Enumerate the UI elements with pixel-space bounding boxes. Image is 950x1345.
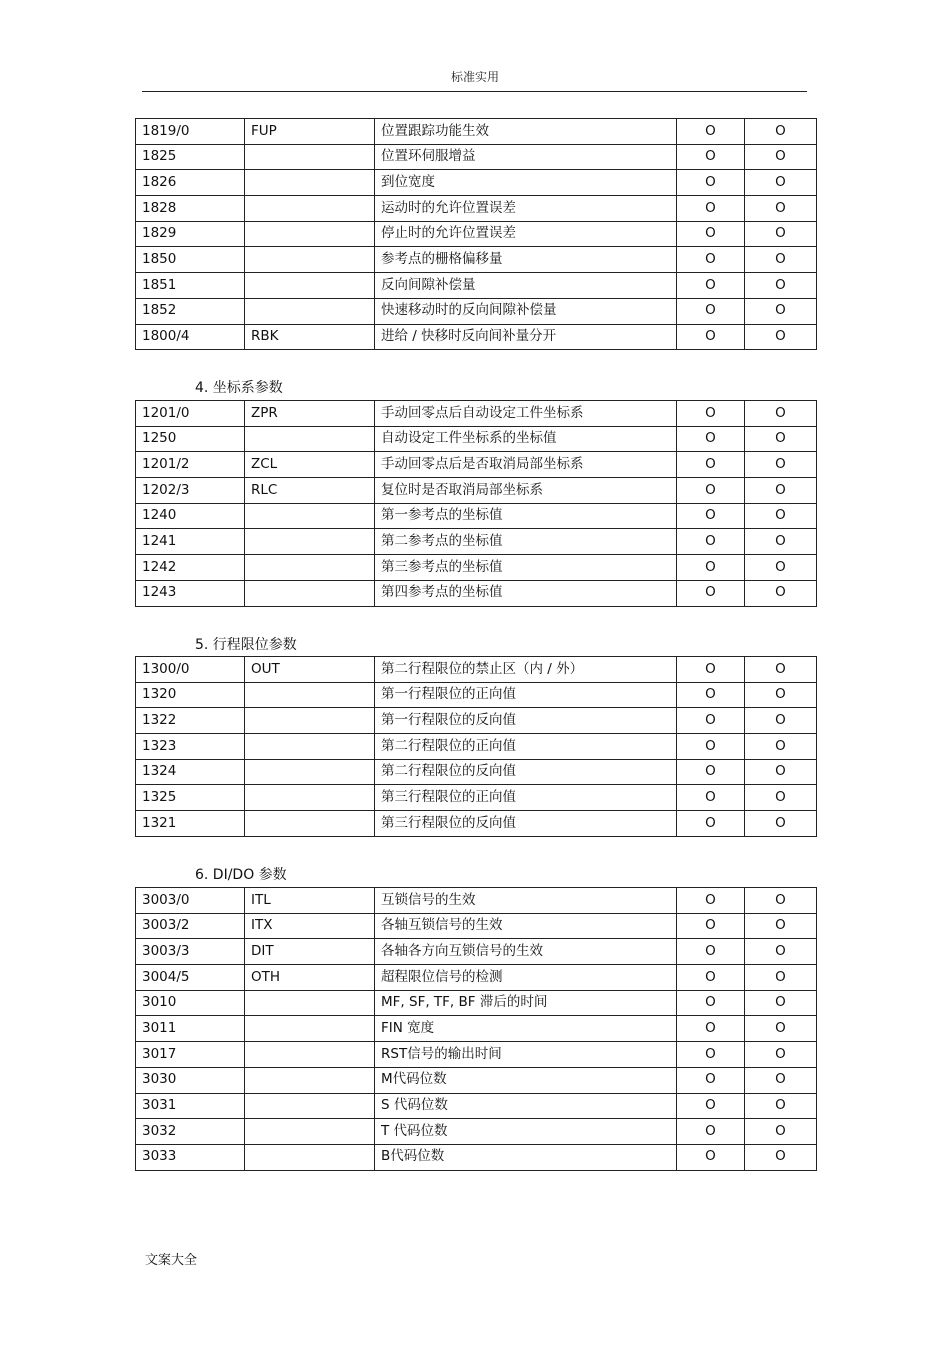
mark-col-2: O	[745, 811, 817, 837]
param-description: 到位宽度	[375, 170, 677, 196]
mark-col-1: O	[677, 144, 745, 170]
param-number: 3033	[136, 1144, 245, 1170]
mark-col-2: O	[745, 965, 817, 991]
mark-col-2: O	[745, 170, 817, 196]
param-description: 进给 / 快移时反向间补量分开	[375, 324, 677, 350]
mark-col-2: O	[745, 221, 817, 247]
mark-col-1: O	[677, 811, 745, 837]
mark-col-1: O	[677, 170, 745, 196]
mark-col-1: O	[677, 247, 745, 273]
param-symbol	[245, 196, 375, 222]
table-row	[136, 555, 817, 581]
param-symbol	[245, 529, 375, 555]
param-symbol	[245, 426, 375, 452]
table-row	[136, 785, 817, 811]
param-number: 1850	[136, 247, 245, 273]
mark-col-2: O	[745, 478, 817, 504]
mark-col-1: O	[677, 426, 745, 452]
param-description: 第一行程限位的反向值	[375, 708, 677, 734]
param-symbol	[245, 759, 375, 785]
param-number: 1851	[136, 273, 245, 299]
mark-col-2: O	[745, 1119, 817, 1145]
table-row	[136, 1093, 817, 1119]
param-symbol: OUT	[245, 657, 375, 683]
mark-col-1: O	[677, 1067, 745, 1093]
table-row	[136, 298, 817, 324]
param-number: 3003/0	[136, 888, 245, 914]
mark-col-1: O	[677, 503, 745, 529]
param-number: 1325	[136, 785, 245, 811]
mark-col-2: O	[745, 580, 817, 606]
param-description: 位置跟踪功能生效	[375, 119, 677, 145]
mark-col-1: O	[677, 1042, 745, 1068]
param-number: 1201/2	[136, 452, 245, 478]
param-description: 各轴各方向互锁信号的生效	[375, 939, 677, 965]
mark-col-2: O	[745, 1093, 817, 1119]
param-description: 自动设定工件坐标系的坐标值	[375, 426, 677, 452]
parameter-table-coordinate-system	[135, 400, 817, 607]
table-row	[136, 759, 817, 785]
mark-col-2: O	[745, 682, 817, 708]
param-description: 运动时的允许位置误差	[375, 196, 677, 222]
param-description: S 代码位数	[375, 1093, 677, 1119]
param-number: 1852	[136, 298, 245, 324]
param-description: 第四参考点的坐标值	[375, 580, 677, 606]
table-row	[136, 478, 817, 504]
mark-col-2: O	[745, 555, 817, 581]
mark-col-1: O	[677, 273, 745, 299]
param-description: 停止时的允许位置误差	[375, 221, 677, 247]
mark-col-1: O	[677, 939, 745, 965]
mark-col-2: O	[745, 708, 817, 734]
table-row	[136, 657, 817, 683]
param-description: FIN 宽度	[375, 1016, 677, 1042]
mark-col-1: O	[677, 657, 745, 683]
param-number: 1819/0	[136, 119, 245, 145]
mark-col-2: O	[745, 1067, 817, 1093]
param-number: 3004/5	[136, 965, 245, 991]
table-row	[136, 247, 817, 273]
mark-col-2: O	[745, 401, 817, 427]
param-number: 1241	[136, 529, 245, 555]
param-description: 反向间隙补偿量	[375, 273, 677, 299]
param-description: 位置环伺服增益	[375, 144, 677, 170]
mark-col-1: O	[677, 1119, 745, 1145]
mark-col-1: O	[677, 708, 745, 734]
mark-col-1: O	[677, 298, 745, 324]
param-number: 1800/4	[136, 324, 245, 350]
param-description: 快速移动时的反向间隙补偿量	[375, 298, 677, 324]
param-description: M代码位数	[375, 1067, 677, 1093]
param-symbol: ITX	[245, 913, 375, 939]
page-header: 标准实用	[450, 70, 499, 84]
param-number: 1826	[136, 170, 245, 196]
param-description: 第一行程限位的正向值	[375, 682, 677, 708]
param-description: 第二行程限位的反向值	[375, 759, 677, 785]
param-description: MF, SF, TF, BF 滞后的时间	[375, 990, 677, 1016]
param-symbol	[245, 273, 375, 299]
parameter-table-stroke-limit	[135, 656, 817, 837]
param-number: 3003/3	[136, 939, 245, 965]
param-symbol	[245, 785, 375, 811]
param-description: 第二参考点的坐标值	[375, 529, 677, 555]
param-description: 第一参考点的坐标值	[375, 503, 677, 529]
param-number: 1201/0	[136, 401, 245, 427]
param-description: 参考点的栅格偏移量	[375, 247, 677, 273]
param-number: 3003/2	[136, 913, 245, 939]
mark-col-2: O	[745, 888, 817, 914]
param-symbol	[245, 221, 375, 247]
mark-col-1: O	[677, 401, 745, 427]
param-number: 3031	[136, 1093, 245, 1119]
param-number: 1323	[136, 734, 245, 760]
param-number: 1242	[136, 555, 245, 581]
mark-col-1: O	[677, 1016, 745, 1042]
param-symbol	[245, 1093, 375, 1119]
mark-col-1: O	[677, 913, 745, 939]
param-symbol: RLC	[245, 478, 375, 504]
table-row	[136, 1042, 817, 1068]
table-row	[136, 990, 817, 1016]
mark-col-2: O	[745, 119, 817, 145]
param-number: 3010	[136, 990, 245, 1016]
parameter-table-servo	[135, 118, 817, 350]
param-symbol	[245, 708, 375, 734]
mark-col-1: O	[677, 965, 745, 991]
param-symbol	[245, 580, 375, 606]
mark-col-2: O	[745, 298, 817, 324]
param-description: 各轴互锁信号的生效	[375, 913, 677, 939]
mark-col-2: O	[745, 734, 817, 760]
mark-col-1: O	[677, 478, 745, 504]
table-row	[136, 324, 817, 350]
param-description: RST信号的输出时间	[375, 1042, 677, 1068]
table-row	[136, 273, 817, 299]
param-number: 3011	[136, 1016, 245, 1042]
table-row	[136, 913, 817, 939]
param-number: 1324	[136, 759, 245, 785]
mark-col-1: O	[677, 529, 745, 555]
param-number: 1322	[136, 708, 245, 734]
mark-col-1: O	[677, 555, 745, 581]
param-symbol	[245, 811, 375, 837]
param-symbol: ZPR	[245, 401, 375, 427]
mark-col-2: O	[745, 913, 817, 939]
mark-col-1: O	[677, 1144, 745, 1170]
mark-col-2: O	[745, 144, 817, 170]
header-divider	[142, 91, 807, 92]
mark-col-1: O	[677, 580, 745, 606]
mark-col-2: O	[745, 273, 817, 299]
param-symbol: OTH	[245, 965, 375, 991]
parameter-table-di-do	[135, 887, 817, 1171]
mark-col-1: O	[677, 119, 745, 145]
table-row	[136, 170, 817, 196]
param-symbol	[245, 1067, 375, 1093]
table-row	[136, 1067, 817, 1093]
table-row	[136, 503, 817, 529]
mark-col-2: O	[745, 247, 817, 273]
param-description: 互锁信号的生效	[375, 888, 677, 914]
param-symbol	[245, 1016, 375, 1042]
section-title-coordinate-system: 4. 坐标系参数	[195, 380, 283, 396]
param-symbol	[245, 1144, 375, 1170]
param-symbol	[245, 1119, 375, 1145]
mark-col-2: O	[745, 196, 817, 222]
section-title-stroke-limit: 5. 行程限位参数	[195, 637, 297, 653]
table-row	[136, 734, 817, 760]
table-row	[136, 965, 817, 991]
param-symbol	[245, 298, 375, 324]
param-number: 1202/3	[136, 478, 245, 504]
mark-col-1: O	[677, 759, 745, 785]
param-number: 3017	[136, 1042, 245, 1068]
param-description: 复位时是否取消局部坐标系	[375, 478, 677, 504]
param-description: 第三行程限位的反向值	[375, 811, 677, 837]
table-row	[136, 221, 817, 247]
param-symbol: ITL	[245, 888, 375, 914]
param-description: 第二行程限位的正向值	[375, 734, 677, 760]
param-description: 手动回零点后自动设定工件坐标系	[375, 401, 677, 427]
mark-col-2: O	[745, 324, 817, 350]
param-description: 超程限位信号的检测	[375, 965, 677, 991]
param-symbol: RBK	[245, 324, 375, 350]
param-description: T 代码位数	[375, 1119, 677, 1145]
param-description: 第二行程限位的禁止区（内 / 外）	[375, 657, 677, 683]
page-footer: 文案大全	[145, 1253, 198, 1268]
param-symbol	[245, 1042, 375, 1068]
table-row	[136, 401, 817, 427]
param-symbol	[245, 734, 375, 760]
param-number: 1300/0	[136, 657, 245, 683]
param-number: 3030	[136, 1067, 245, 1093]
mark-col-1: O	[677, 196, 745, 222]
param-number: 3032	[136, 1119, 245, 1145]
mark-col-2: O	[745, 1016, 817, 1042]
param-number: 1320	[136, 682, 245, 708]
param-symbol	[245, 682, 375, 708]
param-symbol	[245, 170, 375, 196]
table-row	[136, 119, 817, 145]
table-row	[136, 888, 817, 914]
table-row	[136, 708, 817, 734]
mark-col-1: O	[677, 888, 745, 914]
mark-col-2: O	[745, 990, 817, 1016]
mark-col-2: O	[745, 503, 817, 529]
param-symbol	[245, 503, 375, 529]
param-number: 1243	[136, 580, 245, 606]
param-symbol	[245, 555, 375, 581]
mark-col-2: O	[745, 529, 817, 555]
param-symbol	[245, 990, 375, 1016]
table-row	[136, 144, 817, 170]
table-row	[136, 196, 817, 222]
table-row	[136, 426, 817, 452]
table-row	[136, 682, 817, 708]
param-symbol: DIT	[245, 939, 375, 965]
table-row	[136, 1119, 817, 1145]
param-symbol: ZCL	[245, 452, 375, 478]
param-description: 第三参考点的坐标值	[375, 555, 677, 581]
param-number: 1240	[136, 503, 245, 529]
mark-col-1: O	[677, 785, 745, 811]
section-title-di-do: 6. DI/DO 参数	[195, 867, 287, 883]
table-row	[136, 811, 817, 837]
mark-col-2: O	[745, 939, 817, 965]
table-row	[136, 1144, 817, 1170]
param-symbol	[245, 144, 375, 170]
mark-col-2: O	[745, 1144, 817, 1170]
mark-col-2: O	[745, 759, 817, 785]
mark-col-1: O	[677, 221, 745, 247]
mark-col-1: O	[677, 324, 745, 350]
mark-col-2: O	[745, 785, 817, 811]
param-description: 第三行程限位的正向值	[375, 785, 677, 811]
param-symbol	[245, 247, 375, 273]
param-number: 1321	[136, 811, 245, 837]
param-number: 1828	[136, 196, 245, 222]
mark-col-2: O	[745, 426, 817, 452]
param-description: B代码位数	[375, 1144, 677, 1170]
param-symbol: FUP	[245, 119, 375, 145]
mark-col-1: O	[677, 990, 745, 1016]
param-number: 1250	[136, 426, 245, 452]
param-number: 1825	[136, 144, 245, 170]
mark-col-2: O	[745, 452, 817, 478]
param-number: 1829	[136, 221, 245, 247]
mark-col-2: O	[745, 657, 817, 683]
mark-col-1: O	[677, 682, 745, 708]
mark-col-1: O	[677, 1093, 745, 1119]
table-row	[136, 1016, 817, 1042]
table-row	[136, 452, 817, 478]
table-row	[136, 529, 817, 555]
param-description: 手动回零点后是否取消局部坐标系	[375, 452, 677, 478]
table-row	[136, 580, 817, 606]
mark-col-1: O	[677, 452, 745, 478]
mark-col-1: O	[677, 734, 745, 760]
table-row	[136, 939, 817, 965]
mark-col-2: O	[745, 1042, 817, 1068]
